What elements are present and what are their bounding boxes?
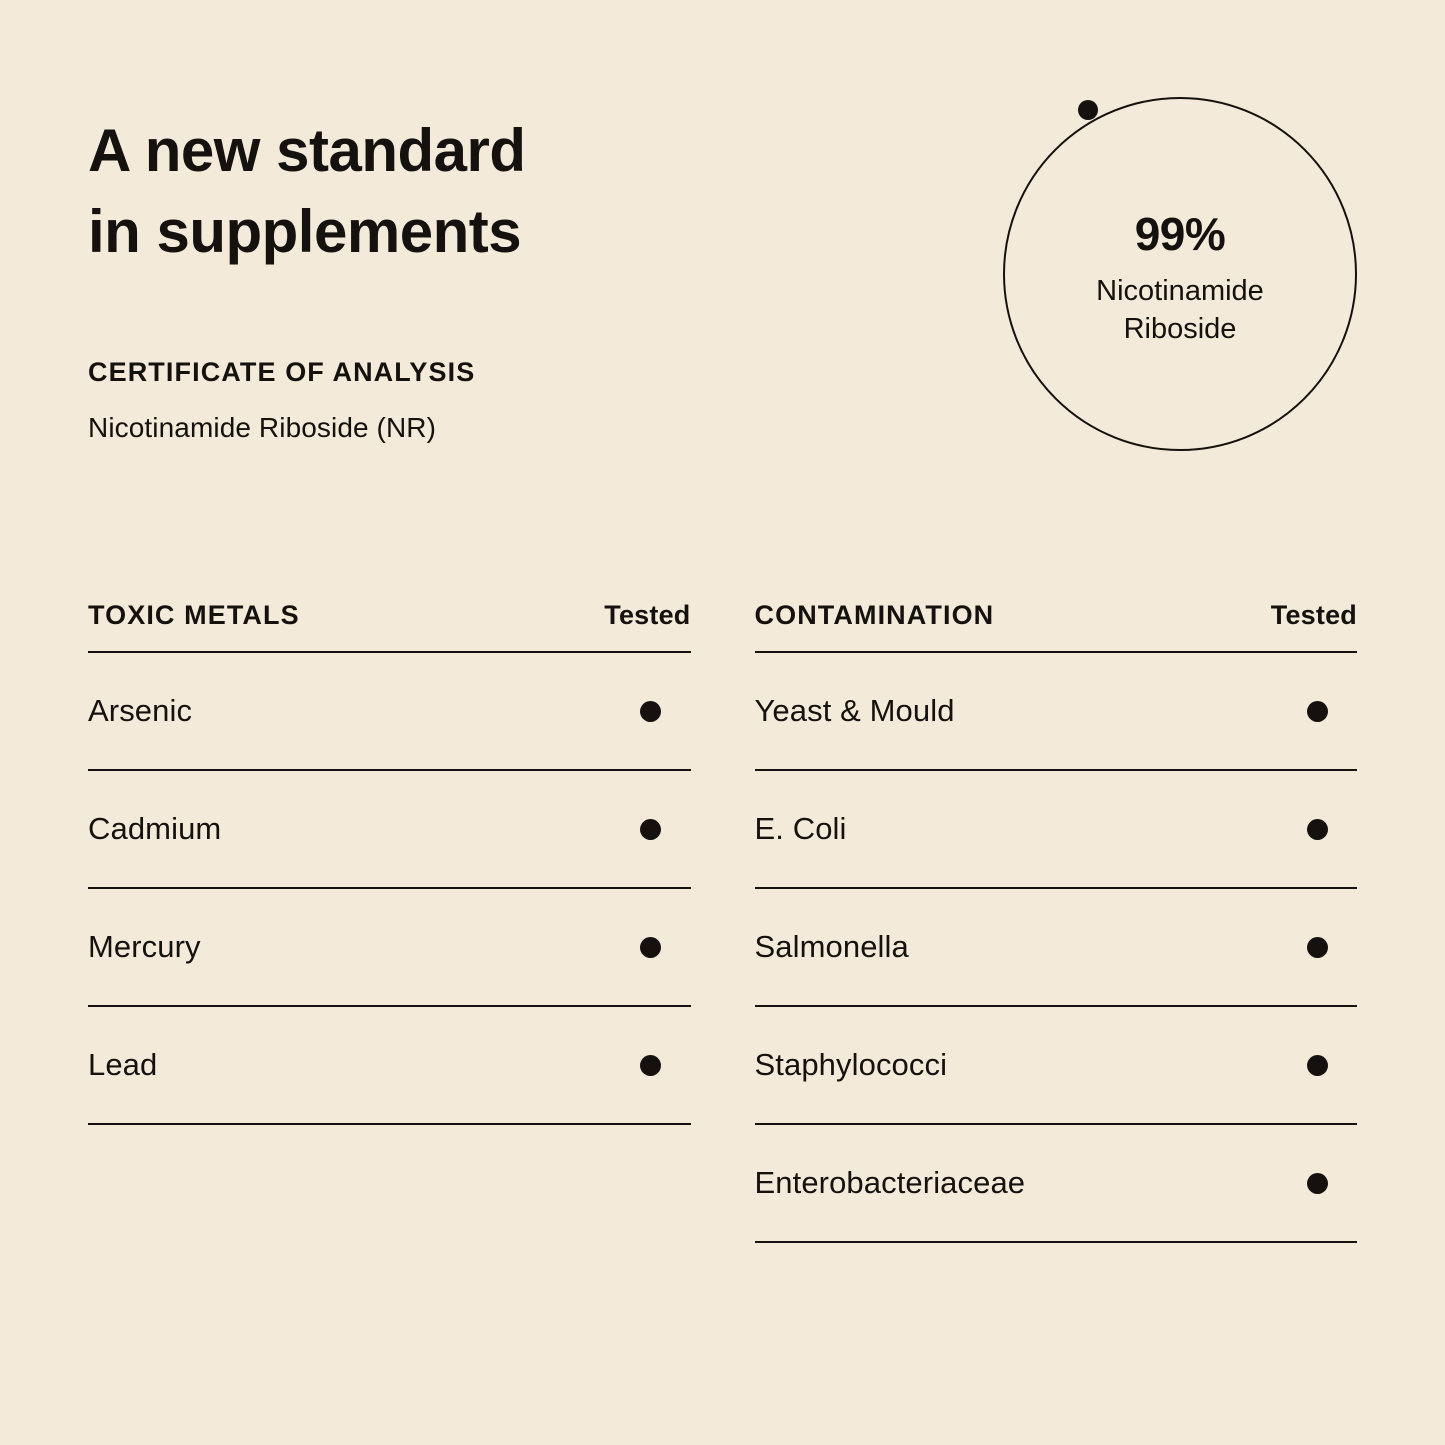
- row-label: Salmonella: [754, 929, 909, 964]
- table-row: [755, 1005, 1358, 1123]
- row-label: Arsenic: [88, 693, 193, 728]
- certificate-heading-block: [88, 355, 788, 446]
- table-row: [88, 1005, 691, 1125]
- filled-dot-icon: [611, 701, 691, 722]
- table-row: [755, 651, 1358, 769]
- table-row: [88, 769, 691, 887]
- table-column-tested: Tested: [1270, 600, 1357, 630]
- certificate-label: CERTIFICATE OF ANALYSIS: [88, 357, 476, 387]
- row-label: Enterobacteriaceae: [754, 1165, 1026, 1200]
- table-row: [88, 887, 691, 1005]
- table-row: [88, 651, 691, 769]
- certificate-subtitle: Nicotinamide Riboside (NR): [88, 412, 437, 444]
- filled-dot-icon: [611, 1055, 691, 1076]
- table-contamination: [755, 600, 1358, 1243]
- table-row: [755, 1123, 1358, 1243]
- purity-percent: 99%: [1134, 208, 1226, 261]
- row-label: Yeast & Mould: [754, 693, 955, 728]
- purity-badge: [1003, 97, 1357, 451]
- row-label: Mercury: [88, 929, 201, 964]
- purity-substance: Nicotinamide Riboside: [1096, 275, 1264, 346]
- filled-dot-icon: [1277, 819, 1357, 840]
- table-row: [755, 887, 1358, 1005]
- filled-dot-icon: [1277, 937, 1357, 958]
- row-label: Lead: [88, 1047, 158, 1082]
- table-column-tested: Tested: [604, 600, 691, 630]
- filled-dot-icon: [611, 937, 691, 958]
- table-title: TOXIC METALS: [88, 600, 300, 630]
- page-title-line-2: in supplements: [88, 198, 522, 266]
- row-label: Cadmium: [88, 811, 222, 846]
- filled-dot-icon: [611, 819, 691, 840]
- row-label: E. Coli: [754, 811, 847, 846]
- table-title: CONTAMINATION: [754, 600, 995, 630]
- table-header: [755, 600, 1358, 651]
- table-row: [755, 769, 1358, 887]
- filled-dot-icon: [1277, 1173, 1357, 1194]
- page-title-line-1: A new standard: [88, 117, 526, 185]
- filled-dot-icon: [1277, 1055, 1357, 1076]
- row-label: Staphylococci: [754, 1047, 948, 1082]
- page-title: [88, 110, 788, 272]
- table-header: [88, 600, 691, 651]
- purity-badge-text: [1003, 97, 1357, 451]
- table-toxic-metals: [88, 600, 691, 1243]
- filled-dot-icon: [1277, 701, 1357, 722]
- results-tables: [88, 600, 1357, 1243]
